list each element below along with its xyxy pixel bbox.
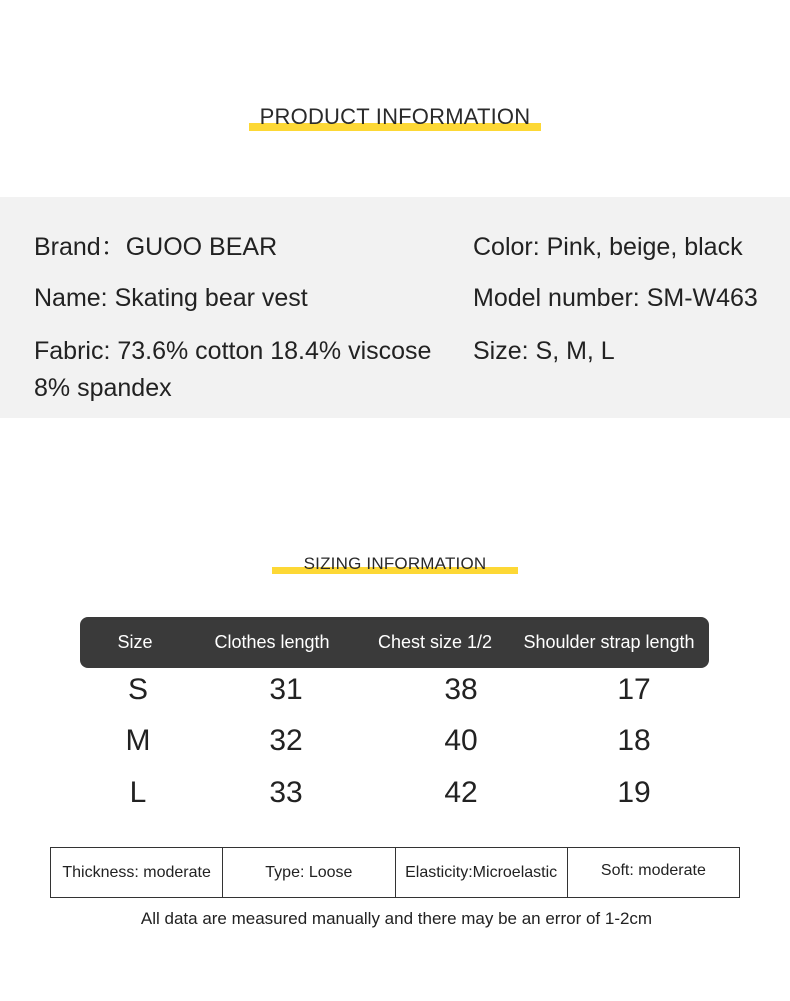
cell-shoulder-strap-length: 17	[617, 673, 651, 706]
cell-size: S	[127, 673, 148, 706]
product-information-heading-wrap	[0, 104, 790, 130]
cell-chest-size: 40	[444, 724, 478, 757]
header-size: Size	[117, 632, 153, 652]
product-info-panel	[0, 197, 790, 418]
attribute-elasticity: Elasticity:Microelastic	[396, 848, 568, 897]
size-table-header	[80, 617, 709, 668]
header-chest-size: Chest size 1/2	[377, 632, 493, 652]
cell-shoulder-strap-length: 19	[617, 776, 651, 809]
product-information-heading	[249, 104, 542, 130]
model-number-text: Model number: SM-W463	[473, 284, 758, 312]
attribute-table	[50, 847, 740, 898]
measurement-note: All data are measured manually and there may be an error of 1-2cm	[140, 909, 653, 928]
attribute-type: Type: Loose	[223, 848, 395, 897]
sizing-information-title: SIZING INFORMATION	[303, 554, 487, 573]
color-text: Color: Pink, beige, black	[473, 233, 743, 261]
attribute-thickness: Thickness: moderate	[51, 848, 223, 897]
table-row	[80, 768, 709, 818]
product-information-title: PRODUCT INFORMATION	[259, 104, 531, 129]
cell-clothes-length: 32	[269, 724, 303, 757]
table-row	[80, 665, 709, 715]
cell-chest-size: 38	[444, 673, 478, 706]
attribute-softness: Soft: moderate	[600, 862, 706, 879]
cell-chest-size: 42	[444, 776, 478, 809]
sizing-information-heading	[272, 554, 519, 574]
size-text: Size: S, M, L	[473, 337, 615, 365]
brand-text: Brand：GUOO BEAR	[34, 233, 278, 261]
table-row	[80, 716, 709, 766]
header-shoulder-strap-length: Shoulder strap length	[523, 632, 695, 652]
header-clothes-length: Clothes length	[214, 632, 330, 652]
name-text: Name: Skating bear vest	[34, 284, 308, 312]
cell-size: M	[125, 724, 151, 757]
cell-shoulder-strap-length: 18	[617, 724, 651, 757]
cell-size: L	[129, 776, 147, 809]
fabric-text: Fabric: 73.6% cotton 18.4% viscose 8% spandex	[34, 337, 432, 402]
sizing-information-heading-wrap	[0, 554, 790, 574]
cell-clothes-length: 31	[269, 673, 303, 706]
cell-clothes-length: 33	[269, 776, 303, 809]
